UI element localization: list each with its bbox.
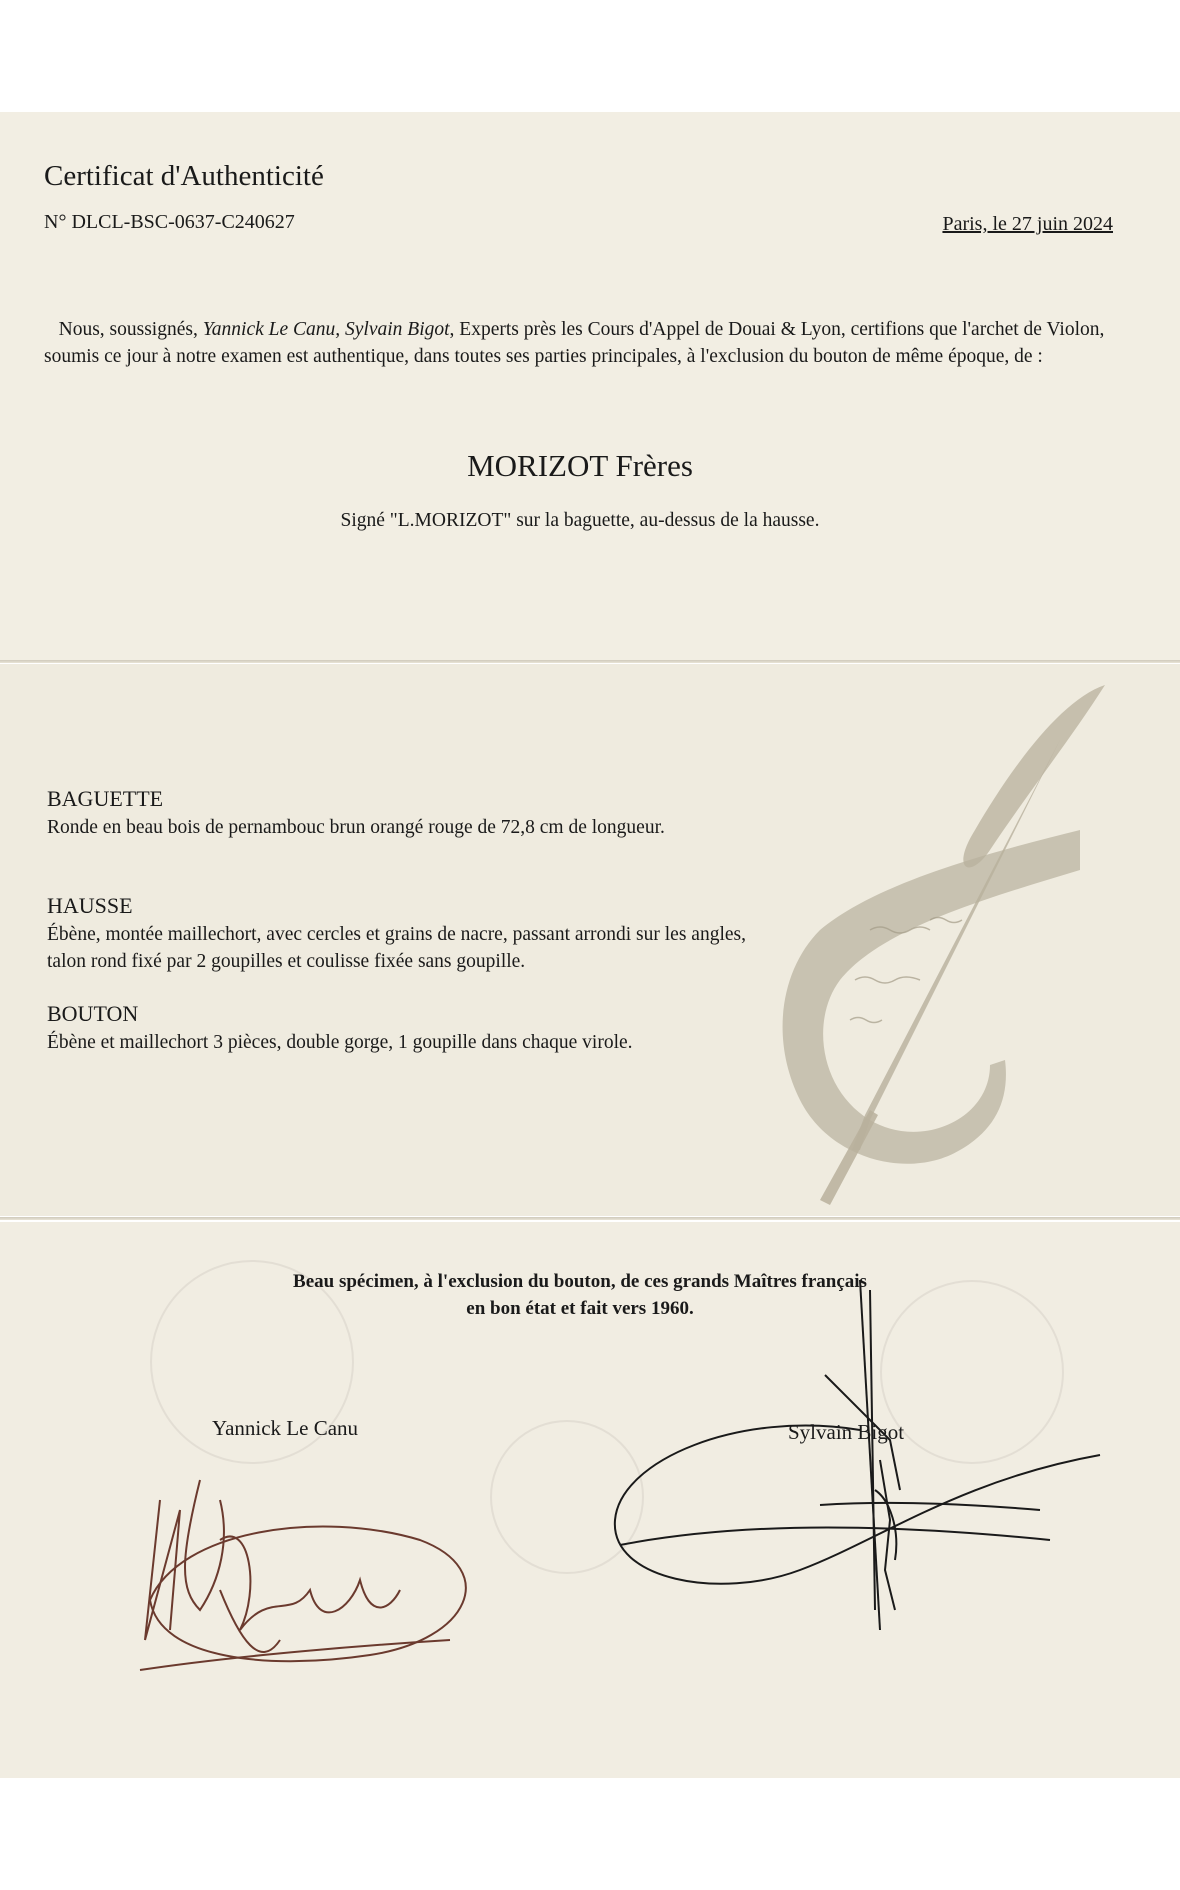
section-heading: HAUSSE — [47, 893, 133, 918]
certificate-number: N° DLCL-BSC-0637-C240627 — [44, 211, 295, 233]
signature-bigot — [600, 1270, 1140, 1650]
signature-note: Signé "L.MORIZOT" sur la baguette, au-dessus de la hausse. — [340, 510, 820, 531]
signatory-name: Yannick Le Canu — [212, 1416, 359, 1440]
section-heading: BOUTON — [47, 1001, 139, 1026]
expert-names: Yannick Le Canu, Sylvain Bigot — [202, 319, 450, 340]
signature-le-canu — [120, 1440, 500, 1690]
conclusion-text: Beau spécimen, à l'exclusion du bouton, de ces grands Maîtres français en bon état et fait vers 1960. — [293, 1271, 867, 1319]
intro-text-end: , Experts près les Cours d'Appel de Douai & Lyon, certifions que l'archet de Violon, soumis ce jour à notre examen est authentique, dans toutes ses parties principales, à l'exclusion du bouton de même époque, de : — [44, 319, 1105, 367]
intro-paragraph — [44, 316, 1124, 370]
bow-maker: MORIZOT Frères — [467, 448, 693, 483]
signatory-name: Sylvain Bigot — [788, 1420, 905, 1444]
certificate-top-panel — [0, 112, 1180, 660]
section-baguette — [47, 786, 747, 841]
certificate-title: Certificat d'Authenticité — [44, 160, 324, 192]
intro-text-start: Nous, soussignés, — [58, 319, 203, 340]
section-bouton — [47, 1001, 747, 1056]
section-hausse — [47, 893, 747, 975]
section-text: Ronde en beau bois de pernambouc brun orangé rouge de 72,8 cm de longueur. — [47, 817, 665, 838]
quill-scroll-logo — [760, 680, 1120, 1220]
fold-line — [0, 660, 1180, 663]
section-text: Ébène et maillechort 3 pièces, double gorge, 1 goupille dans chaque virole. — [47, 1032, 633, 1053]
section-text: Ébène, montée maillechort, avec cercles et grains de nacre, passant arrondi sur les angles, talon rond fixé par 2 goupilles et coulisse fixée sans goupille. — [47, 924, 746, 972]
place-date: Paris, le 27 juin 2024 — [942, 213, 1113, 235]
section-heading: BAGUETTE — [47, 786, 164, 811]
